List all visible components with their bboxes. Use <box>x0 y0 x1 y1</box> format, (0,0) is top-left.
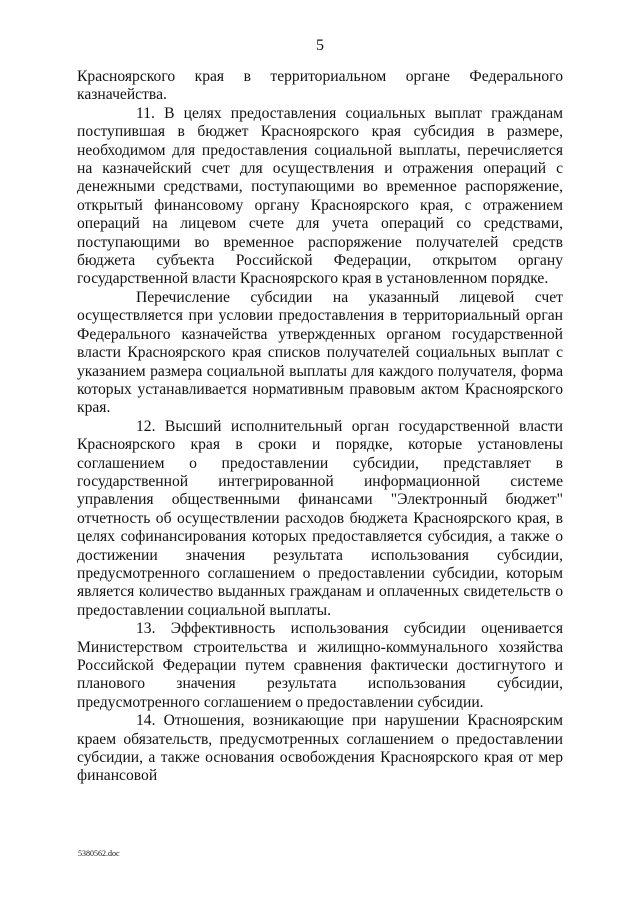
document-file-reference: 5380562.doc <box>78 849 120 858</box>
paragraph-clause-12: 12. Высший исполнительный орган государственной власти Красноярского края в сроки и порядке, которые установлены соглашением о предоставлении субсидии, представляет в государственной интегрированной информационной системе управления общественными финансами "Электронный бюджет" отчетность об осуществлении расходов бюджета Красноярского края, в целях софинансирования которых предоставляется субсидия, а также о достижении значения результата использования субсидии, предусмотренного соглашением о предоставлении субсидии, которым является количество выданных гражданам и оплаченных свидетельств о предоставлении социальной выплаты. <box>77 417 563 619</box>
paragraph-clause-14: 14. Отношения, возникающие при нарушении Красноярским краем обязательств, предусмотренных соглашением о предоставлении субсидии, а также основания освобождения Красноярского края от мер финансовой <box>77 712 563 785</box>
paragraph-continuation: Красноярского края в территориальном органе Федерального казначейства. <box>77 68 563 104</box>
paragraph-subsidy-transfer: Перечисление субсидии на указанный лицевой счет осуществляется при условии предоставления в территориальный орган Федерального казначейства утвержденных органом государственной власти Красноярского края списков получателей социальных выплат с указанием размера социальной выплаты для каждого получателя, форма которых устанавливается нормативным правовым актом Красноярского края. <box>77 288 563 417</box>
document-body <box>77 68 563 786</box>
page-number: 5 <box>316 37 324 54</box>
paragraph-clause-11: 11. В целях предоставления социальных выплат гражданам поступившая в бюджет Красноярского края субсидия в размере, необходимом для предоставления социальной выплаты, перечисляется на казначейский счет для осуществления и отражения операций с денежными средствами, поступающими во временное распоряжение, открытый финансовому органу Красноярского края, с отражением операций на лицевом счете для учета операций со средствами, поступающими во временное распоряжение получателей средств бюджета субъекта Российской Федерации, открытом органу государственной власти Красноярского края в установленном порядке. <box>77 104 563 288</box>
paragraph-clause-13: 13. Эффективность использования субсидии оценивается Министерством строительства и жилищно-коммунального хозяйства Российской Федерации путем сравнения фактически достигнутого и планового значения результата использования субсидии, предусмотренного соглашением о предоставлении субсидии. <box>77 620 563 711</box>
